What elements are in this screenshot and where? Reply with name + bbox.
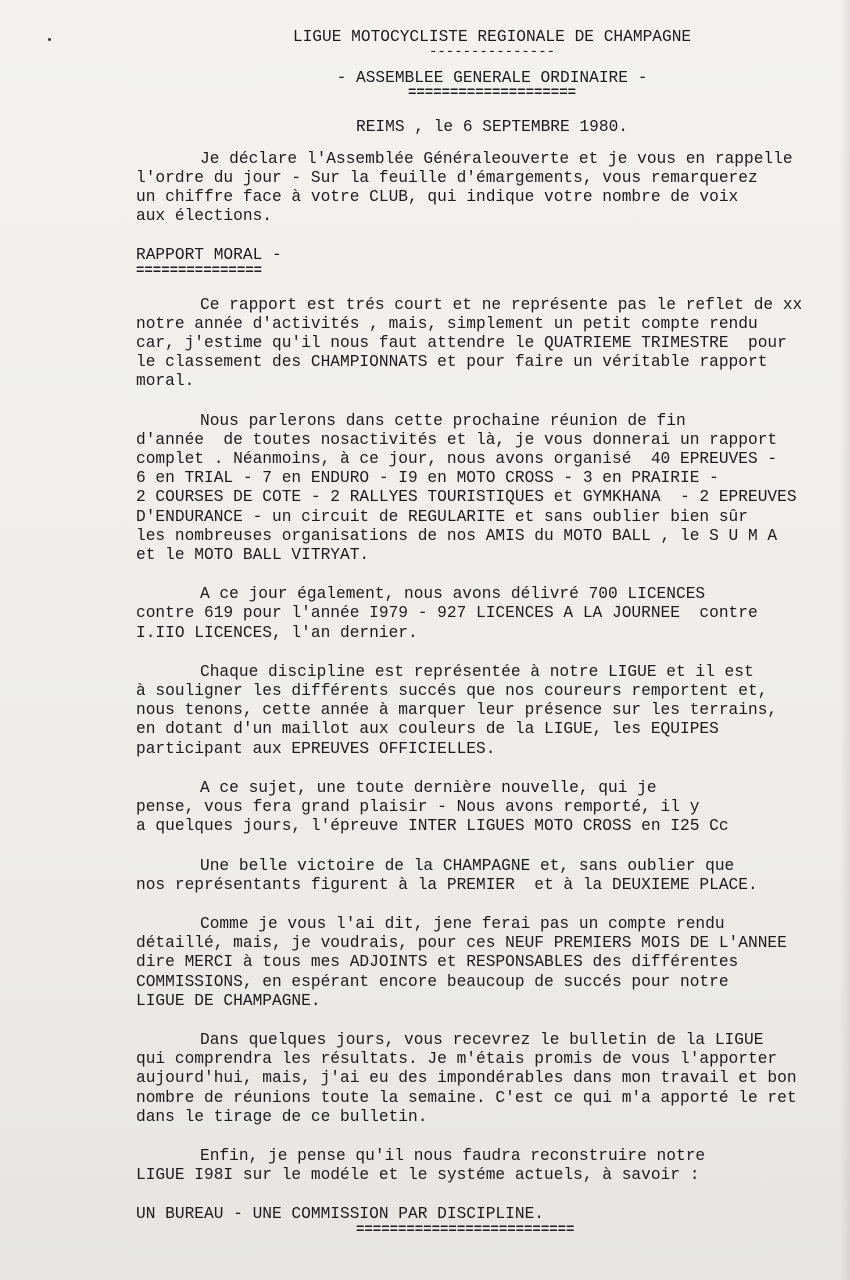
meeting-subtitle-rule: ==================== bbox=[407, 85, 577, 102]
paragraph-line: dans le tirage de ce bulletin. bbox=[136, 1107, 428, 1126]
paragraph-line: d'année de toutes nosactivités et là, je vous donnerai un rapport bbox=[136, 430, 778, 449]
speck-mark bbox=[48, 38, 51, 41]
paragraph-line: en dotant d'un maillot aux couleurs de la LIGUE, les EQUIPES bbox=[136, 720, 719, 739]
paragraph-line: Ce rapport est trés court et ne représente pas le reflet de xx bbox=[200, 295, 803, 314]
paragraph-line: complet . Néanmoins, à ce jour, nous avons organisé 40 EPREUVES - bbox=[136, 450, 778, 469]
section-heading-rule: =============== bbox=[136, 262, 263, 279]
letterhead-title: LIGUE MOTOCYCLISTE REGIONALE DE CHAMPAGNE bbox=[292, 28, 692, 46]
paragraph-line: les nombreuses organisations de nos AMIS du MOTO BALL , le S U M A bbox=[136, 526, 778, 545]
paragraph-line: I.IIO LICENCES, l'an dernier. bbox=[136, 623, 418, 642]
paragraph-6 bbox=[136, 857, 848, 895]
intro-paragraph bbox=[136, 150, 848, 227]
paragraph-line: a quelques jours, l'épreuve INTER LIGUES MOTO CROSS en I25 Cc bbox=[136, 817, 729, 836]
paragraph-line: à souligner les différents succés que nos coureurs remportent et, bbox=[136, 682, 768, 701]
paragraph-line: détaillé, mais, je voudrais, pour ces NEUF PREMIERS MOIS DE L'ANNEE bbox=[136, 934, 787, 953]
paragraph-line: car, j'estime qu'il nous faut attendre le QUATRIEME TRIMESTRE pour bbox=[136, 334, 787, 353]
paragraph-line: LIGUE DE CHAMPAGNE. bbox=[136, 991, 321, 1010]
paragraph-line: A ce sujet, une toute dernière nouvelle, qui je bbox=[200, 778, 657, 797]
paragraph-line: 2 COURSES DE COTE - 2 RALLYES TOURISTIQUES et GYMKHANA - 2 EPREUVES bbox=[136, 488, 797, 507]
intro-line: l'ordre du jour - Sur la feuille d'émargements, vous remarquerez bbox=[136, 168, 758, 187]
paragraph-9 bbox=[136, 1147, 848, 1185]
place-and-date: REIMS , le 6 SEPTEMBRE 1980. bbox=[356, 118, 628, 137]
paragraph-line: D'ENDURANCE - un circuit de REGULARITE et sans oublier bien sûr bbox=[136, 507, 748, 526]
intro-line: Je déclare l'Assemblée Généraleouverte et je vous en rappelle bbox=[200, 149, 793, 168]
paragraph-2 bbox=[136, 412, 848, 566]
paragraph-line: Nous parlerons dans cette prochaine réunion de fin bbox=[200, 411, 686, 430]
paragraph-line: Comme je vous l'ai dit, jene ferai pas un compte rendu bbox=[200, 914, 725, 933]
intro-line: un chiffre face à votre CLUB, qui indique votre nombre de voix bbox=[136, 188, 739, 207]
paragraph-line: 6 en TRIAL - 7 en ENDURO - I9 en MOTO CROSS - 3 en PRAIRIE - bbox=[136, 469, 719, 488]
closing-line: UN BUREAU - UNE COMMISSION PAR DISCIPLINE. bbox=[136, 1205, 544, 1224]
paragraph-line: le classement des CHAMPIONNATS et pour faire un véritable rapport bbox=[136, 353, 768, 372]
paragraph-line: Une belle victoire de la CHAMPAGNE et, sans oublier que bbox=[200, 856, 735, 875]
paragraph-line: nombre de réunions toute la semaine. C'est ce qui m'a apporté le ret bbox=[136, 1088, 797, 1107]
paragraph-line: nos représentants figurent à la PREMIER et à la DEUXIEME PLACE. bbox=[136, 875, 758, 894]
section-heading: RAPPORT MORAL - bbox=[136, 246, 282, 265]
letterhead-title-rule: --------------- bbox=[428, 44, 556, 61]
paragraph-line: notre année d'activités , mais, simplement un petit compte rendu bbox=[136, 314, 758, 333]
meeting-subtitle: - ASSEMBLEE GENERALE ORDINAIRE - bbox=[336, 69, 648, 88]
paragraph-5 bbox=[136, 779, 848, 837]
paragraph-line: dire MERCI à tous mes ADJOINTS et RESPONSABLES des différentes bbox=[136, 953, 739, 972]
paragraph-line: aujourd'hui, mais, j'ai eu des impondérables dans mon travail et bon bbox=[136, 1069, 797, 1088]
paragraph-4 bbox=[136, 663, 848, 759]
paragraph-line: pense, vous fera grand plaisir - Nous avons remporté, il y bbox=[136, 798, 700, 817]
paragraph-8 bbox=[136, 1031, 848, 1127]
paragraph-3 bbox=[136, 585, 848, 643]
paragraph-line: A ce jour également, nous avons délivré 700 LICENCES bbox=[200, 585, 706, 604]
paragraph-line: moral. bbox=[136, 372, 195, 391]
paragraph-line: Dans quelques jours, vous recevrez le bulletin de la LIGUE bbox=[200, 1030, 764, 1049]
paragraph-line: contre 619 pour l'année I979 - 927 LICENCES A LA JOURNEE contre bbox=[136, 604, 758, 623]
paragraph-1 bbox=[136, 296, 848, 392]
paragraph-line: COMMISSIONS, en espérant encore beaucoup de succés pour notre bbox=[136, 972, 729, 991]
paragraph-line: Enfin, je pense qu'il nous faudra reconstruire notre bbox=[200, 1146, 706, 1165]
paragraph-line: qui comprendra les résultats. Je m'étais promis de vous l'apporter bbox=[136, 1050, 778, 1069]
closing-rule: ========================== bbox=[356, 1221, 575, 1238]
intro-line: aux élections. bbox=[136, 207, 272, 226]
paragraph-7 bbox=[136, 915, 848, 1011]
typed-letter bbox=[136, 28, 848, 1238]
paragraph-line: nous tenons, cette année à marquer leur présence sur les terrains, bbox=[136, 701, 778, 720]
paragraph-line: Chaque discipline est représentée à notre LIGUE et il est bbox=[200, 662, 754, 681]
paragraph-line: et le MOTO BALL VITRYAT. bbox=[136, 546, 370, 565]
paragraph-line: LIGUE I98I sur le modéle et le systéme actuels, à savoir : bbox=[136, 1166, 700, 1185]
paragraph-line: participant aux EPREUVES OFFICIELLES. bbox=[136, 739, 496, 758]
